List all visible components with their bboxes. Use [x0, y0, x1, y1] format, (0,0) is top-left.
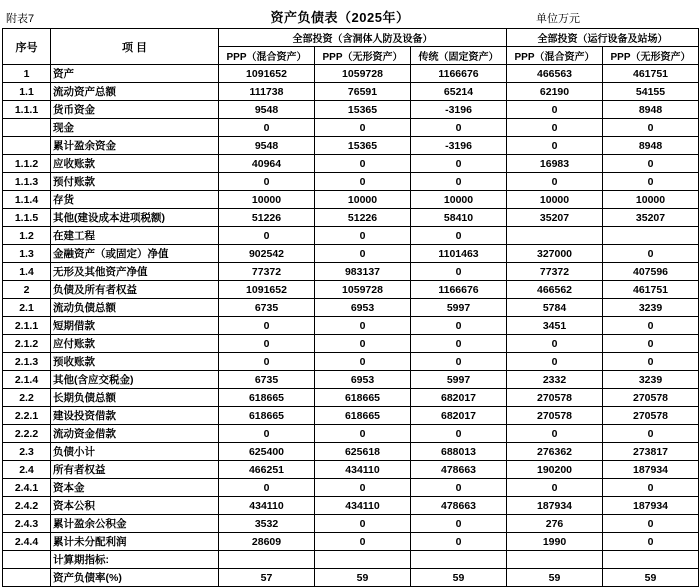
row-value: 270578	[507, 389, 603, 407]
row-value: 0	[315, 155, 411, 173]
table-body	[3, 65, 699, 587]
row-value: 187934	[507, 497, 603, 515]
row-value: 0	[219, 335, 315, 353]
header-sub-5: PPP（无形资产）	[603, 47, 699, 65]
row-value: 190200	[507, 461, 603, 479]
table-row	[3, 227, 699, 245]
row-value: 9548	[219, 137, 315, 155]
header-group-1: 全部投资（含洞体人防及设备）	[219, 29, 507, 47]
row-serial: 2.1	[3, 299, 51, 317]
row-value: 0	[603, 245, 699, 263]
table-row	[3, 263, 699, 281]
row-item-label: 计算期指标:	[51, 551, 219, 569]
row-serial: 2.4.3	[3, 515, 51, 533]
table-row	[3, 533, 699, 551]
row-value: 0	[315, 317, 411, 335]
row-value: 1059728	[315, 281, 411, 299]
row-item-label: 资本金	[51, 479, 219, 497]
balance-sheet-table	[2, 28, 699, 587]
table-row	[3, 317, 699, 335]
row-serial: 1.4	[3, 263, 51, 281]
row-value: 0	[603, 353, 699, 371]
row-item-label: 负债小计	[51, 443, 219, 461]
row-serial	[3, 569, 51, 587]
row-value: 59	[603, 569, 699, 587]
row-value: 0	[603, 515, 699, 533]
row-value: 0	[507, 173, 603, 191]
row-value: 1990	[507, 533, 603, 551]
row-value: 40964	[219, 155, 315, 173]
row-value: 682017	[411, 407, 507, 425]
row-serial: 2.2	[3, 389, 51, 407]
table-row	[3, 425, 699, 443]
row-value: 273817	[603, 443, 699, 461]
table-row	[3, 65, 699, 83]
header-item: 项 目	[51, 29, 219, 65]
row-serial: 2	[3, 281, 51, 299]
row-value: 327000	[507, 245, 603, 263]
row-value: 0	[411, 119, 507, 137]
row-value: 270578	[507, 407, 603, 425]
row-value	[603, 551, 699, 569]
row-value: 0	[411, 515, 507, 533]
page-title: 资产负债表（2025年）	[270, 10, 410, 25]
row-value: 461751	[603, 281, 699, 299]
row-value: 0	[603, 317, 699, 335]
row-value: 466562	[507, 281, 603, 299]
row-value: -3196	[411, 101, 507, 119]
row-value: 434110	[315, 461, 411, 479]
row-serial: 1.1.3	[3, 173, 51, 191]
row-value: 0	[411, 533, 507, 551]
row-serial: 1.1.2	[3, 155, 51, 173]
row-item-label: 流动负债总额	[51, 299, 219, 317]
row-item-label: 资产负债率(%)	[51, 569, 219, 587]
row-value: 3239	[603, 299, 699, 317]
row-item-label: 在建工程	[51, 227, 219, 245]
row-value: 434110	[315, 497, 411, 515]
row-serial: 1.3	[3, 245, 51, 263]
table-row	[3, 245, 699, 263]
row-value: 1166676	[411, 281, 507, 299]
row-value: 466563	[507, 65, 603, 83]
row-item-label: 预付账款	[51, 173, 219, 191]
table-row	[3, 497, 699, 515]
row-value: 1091652	[219, 65, 315, 83]
row-value: 0	[411, 173, 507, 191]
row-value: 1101463	[411, 245, 507, 263]
row-value: 466251	[219, 461, 315, 479]
row-value: 15365	[315, 101, 411, 119]
row-serial: 1.1.4	[3, 191, 51, 209]
table-row	[3, 371, 699, 389]
row-value	[219, 551, 315, 569]
row-value: 0	[219, 173, 315, 191]
row-item-label: 无形及其他资产净值	[51, 263, 219, 281]
row-value: 57	[219, 569, 315, 587]
row-serial: 2.1.4	[3, 371, 51, 389]
row-value: 0	[411, 227, 507, 245]
table-row	[3, 137, 699, 155]
row-value: 0	[315, 479, 411, 497]
row-value: 10000	[411, 191, 507, 209]
row-item-label: 负债及所有者权益	[51, 281, 219, 299]
row-serial: 2.4	[3, 461, 51, 479]
row-value	[411, 551, 507, 569]
row-value: 187934	[603, 497, 699, 515]
row-value: 0	[315, 245, 411, 263]
table-row	[3, 101, 699, 119]
row-value: 15365	[315, 137, 411, 155]
row-value: 35207	[507, 209, 603, 227]
row-serial: 1.1	[3, 83, 51, 101]
row-value: 0	[507, 119, 603, 137]
row-value: 1091652	[219, 281, 315, 299]
row-value: 270578	[603, 407, 699, 425]
row-value: 0	[315, 335, 411, 353]
row-value: 0	[219, 479, 315, 497]
row-value: 0	[603, 119, 699, 137]
row-value: 983137	[315, 263, 411, 281]
row-value: 902542	[219, 245, 315, 263]
row-serial: 1.1.5	[3, 209, 51, 227]
row-value: 0	[219, 227, 315, 245]
row-value: 618665	[219, 407, 315, 425]
row-value: 461751	[603, 65, 699, 83]
row-serial: 1.1.1	[3, 101, 51, 119]
row-value: 0	[603, 335, 699, 353]
row-value: 0	[507, 353, 603, 371]
table-row	[3, 335, 699, 353]
table-header-row-1	[3, 29, 699, 47]
page-header	[2, 6, 698, 28]
row-value: 0	[603, 425, 699, 443]
row-value: 77372	[507, 263, 603, 281]
row-value: 270578	[603, 389, 699, 407]
table-row	[3, 551, 699, 569]
row-value: 0	[219, 317, 315, 335]
row-value: 1166676	[411, 65, 507, 83]
row-value: 407596	[603, 263, 699, 281]
row-value: 62190	[507, 83, 603, 101]
row-value: 111738	[219, 83, 315, 101]
table-row	[3, 443, 699, 461]
row-item-label: 短期借款	[51, 317, 219, 335]
row-value: 0	[315, 533, 411, 551]
row-value: 0	[411, 425, 507, 443]
row-item-label: 预收账款	[51, 353, 219, 371]
row-value: 0	[315, 515, 411, 533]
table-row	[3, 155, 699, 173]
row-value: 0	[603, 155, 699, 173]
row-serial: 2.1.2	[3, 335, 51, 353]
row-value: 5997	[411, 371, 507, 389]
row-serial	[3, 119, 51, 137]
row-serial: 2.3	[3, 443, 51, 461]
row-item-label: 资产	[51, 65, 219, 83]
row-value: 276	[507, 515, 603, 533]
row-value: 10000	[315, 191, 411, 209]
row-serial: 2.4.4	[3, 533, 51, 551]
row-value: 0	[411, 155, 507, 173]
row-value: 8948	[603, 137, 699, 155]
row-value: 9548	[219, 101, 315, 119]
row-item-label: 长期负债总额	[51, 389, 219, 407]
row-item-label: 应收账款	[51, 155, 219, 173]
table-row	[3, 173, 699, 191]
row-serial: 2.2.2	[3, 425, 51, 443]
row-value: 3532	[219, 515, 315, 533]
table-row	[3, 299, 699, 317]
row-serial: 1.2	[3, 227, 51, 245]
row-item-label: 其他(含应交税金)	[51, 371, 219, 389]
row-value: 3451	[507, 317, 603, 335]
row-value: 51226	[219, 209, 315, 227]
row-value: 77372	[219, 263, 315, 281]
row-value: 6735	[219, 371, 315, 389]
row-value: 0	[411, 353, 507, 371]
table-row	[3, 461, 699, 479]
row-value: 0	[315, 173, 411, 191]
row-serial: 2.4.2	[3, 497, 51, 515]
row-value	[315, 551, 411, 569]
row-item-label: 累计盈余资金	[51, 137, 219, 155]
row-value: 3239	[603, 371, 699, 389]
row-value: 625400	[219, 443, 315, 461]
row-value: 0	[603, 479, 699, 497]
row-value: 59	[411, 569, 507, 587]
row-value: 434110	[219, 497, 315, 515]
row-serial: 2.1.3	[3, 353, 51, 371]
row-value: 0	[411, 335, 507, 353]
row-serial	[3, 551, 51, 569]
header-group-2: 全部投资（运行设备及站场）	[507, 29, 699, 47]
header-sub-2: PPP（无形资产）	[315, 47, 411, 65]
row-value: 0	[315, 119, 411, 137]
row-item-label: 应付账款	[51, 335, 219, 353]
table-row	[3, 281, 699, 299]
row-value: 688013	[411, 443, 507, 461]
row-value: 0	[219, 119, 315, 137]
row-value: 6735	[219, 299, 315, 317]
row-value: 5784	[507, 299, 603, 317]
row-item-label: 累计未分配利润	[51, 533, 219, 551]
row-value: 625618	[315, 443, 411, 461]
row-value: 16983	[507, 155, 603, 173]
row-item-label: 所有者权益	[51, 461, 219, 479]
row-value: 0	[507, 137, 603, 155]
row-value: 0	[411, 479, 507, 497]
row-value: 618665	[219, 389, 315, 407]
header-sub-3: 传统（固定资产）	[411, 47, 507, 65]
row-item-label: 货币资金	[51, 101, 219, 119]
row-value: 478663	[411, 461, 507, 479]
row-value: 59	[507, 569, 603, 587]
row-value: 187934	[603, 461, 699, 479]
row-value: 1059728	[315, 65, 411, 83]
row-value: 478663	[411, 497, 507, 515]
table-row	[3, 389, 699, 407]
table-row	[3, 515, 699, 533]
row-value: 618665	[315, 389, 411, 407]
header-serial: 序号	[3, 29, 51, 65]
row-item-label: 资本公积	[51, 497, 219, 515]
row-item-label: 流动资产总额	[51, 83, 219, 101]
row-value: 51226	[315, 209, 411, 227]
row-value: 58410	[411, 209, 507, 227]
row-value: 28609	[219, 533, 315, 551]
attachment-label: 附表7	[6, 13, 35, 25]
row-item-label: 流动资金借款	[51, 425, 219, 443]
table-row	[3, 191, 699, 209]
row-value: 8948	[603, 101, 699, 119]
row-value: 35207	[603, 209, 699, 227]
table-row	[3, 407, 699, 425]
row-value: 0	[603, 173, 699, 191]
row-value: 0	[315, 353, 411, 371]
row-serial: 1	[3, 65, 51, 83]
row-value: 0	[507, 479, 603, 497]
row-value: 6953	[315, 371, 411, 389]
row-value: 2332	[507, 371, 603, 389]
row-value: 0	[507, 425, 603, 443]
row-value: 0	[219, 425, 315, 443]
row-item-label: 累计盈余公积金	[51, 515, 219, 533]
row-value: 59	[315, 569, 411, 587]
row-value: 682017	[411, 389, 507, 407]
table-row	[3, 479, 699, 497]
row-value: 65214	[411, 83, 507, 101]
row-serial: 2.2.1	[3, 407, 51, 425]
row-serial: 2.4.1	[3, 479, 51, 497]
row-item-label: 金融资产（或固定）净值	[51, 245, 219, 263]
row-value: 0	[411, 317, 507, 335]
row-value: 0	[603, 533, 699, 551]
header-sub-4: PPP（混合资产）	[507, 47, 603, 65]
row-value: 54155	[603, 83, 699, 101]
unit-label: 单位万元	[536, 13, 580, 25]
row-value	[507, 551, 603, 569]
row-value: 0	[507, 335, 603, 353]
row-serial	[3, 137, 51, 155]
table-row	[3, 83, 699, 101]
row-value	[603, 227, 699, 245]
row-value: 5997	[411, 299, 507, 317]
row-value: 0	[411, 263, 507, 281]
row-value	[507, 227, 603, 245]
row-value: 0	[315, 227, 411, 245]
row-value: -3196	[411, 137, 507, 155]
row-item-label: 现金	[51, 119, 219, 137]
row-item-label: 存货	[51, 191, 219, 209]
table-row	[3, 209, 699, 227]
row-value: 10000	[603, 191, 699, 209]
row-value: 0	[507, 101, 603, 119]
row-value: 276362	[507, 443, 603, 461]
row-item-label: 建设投资借款	[51, 407, 219, 425]
row-value: 0	[219, 353, 315, 371]
table-row	[3, 119, 699, 137]
table-row	[3, 569, 699, 587]
row-value: 10000	[507, 191, 603, 209]
row-value: 10000	[219, 191, 315, 209]
table-row	[3, 353, 699, 371]
row-value: 618665	[315, 407, 411, 425]
row-item-label: 其他(建设成本进项税额)	[51, 209, 219, 227]
row-value: 0	[315, 425, 411, 443]
header-sub-1: PPP（混合资产）	[219, 47, 315, 65]
row-value: 76591	[315, 83, 411, 101]
row-value: 6953	[315, 299, 411, 317]
row-serial: 2.1.1	[3, 317, 51, 335]
